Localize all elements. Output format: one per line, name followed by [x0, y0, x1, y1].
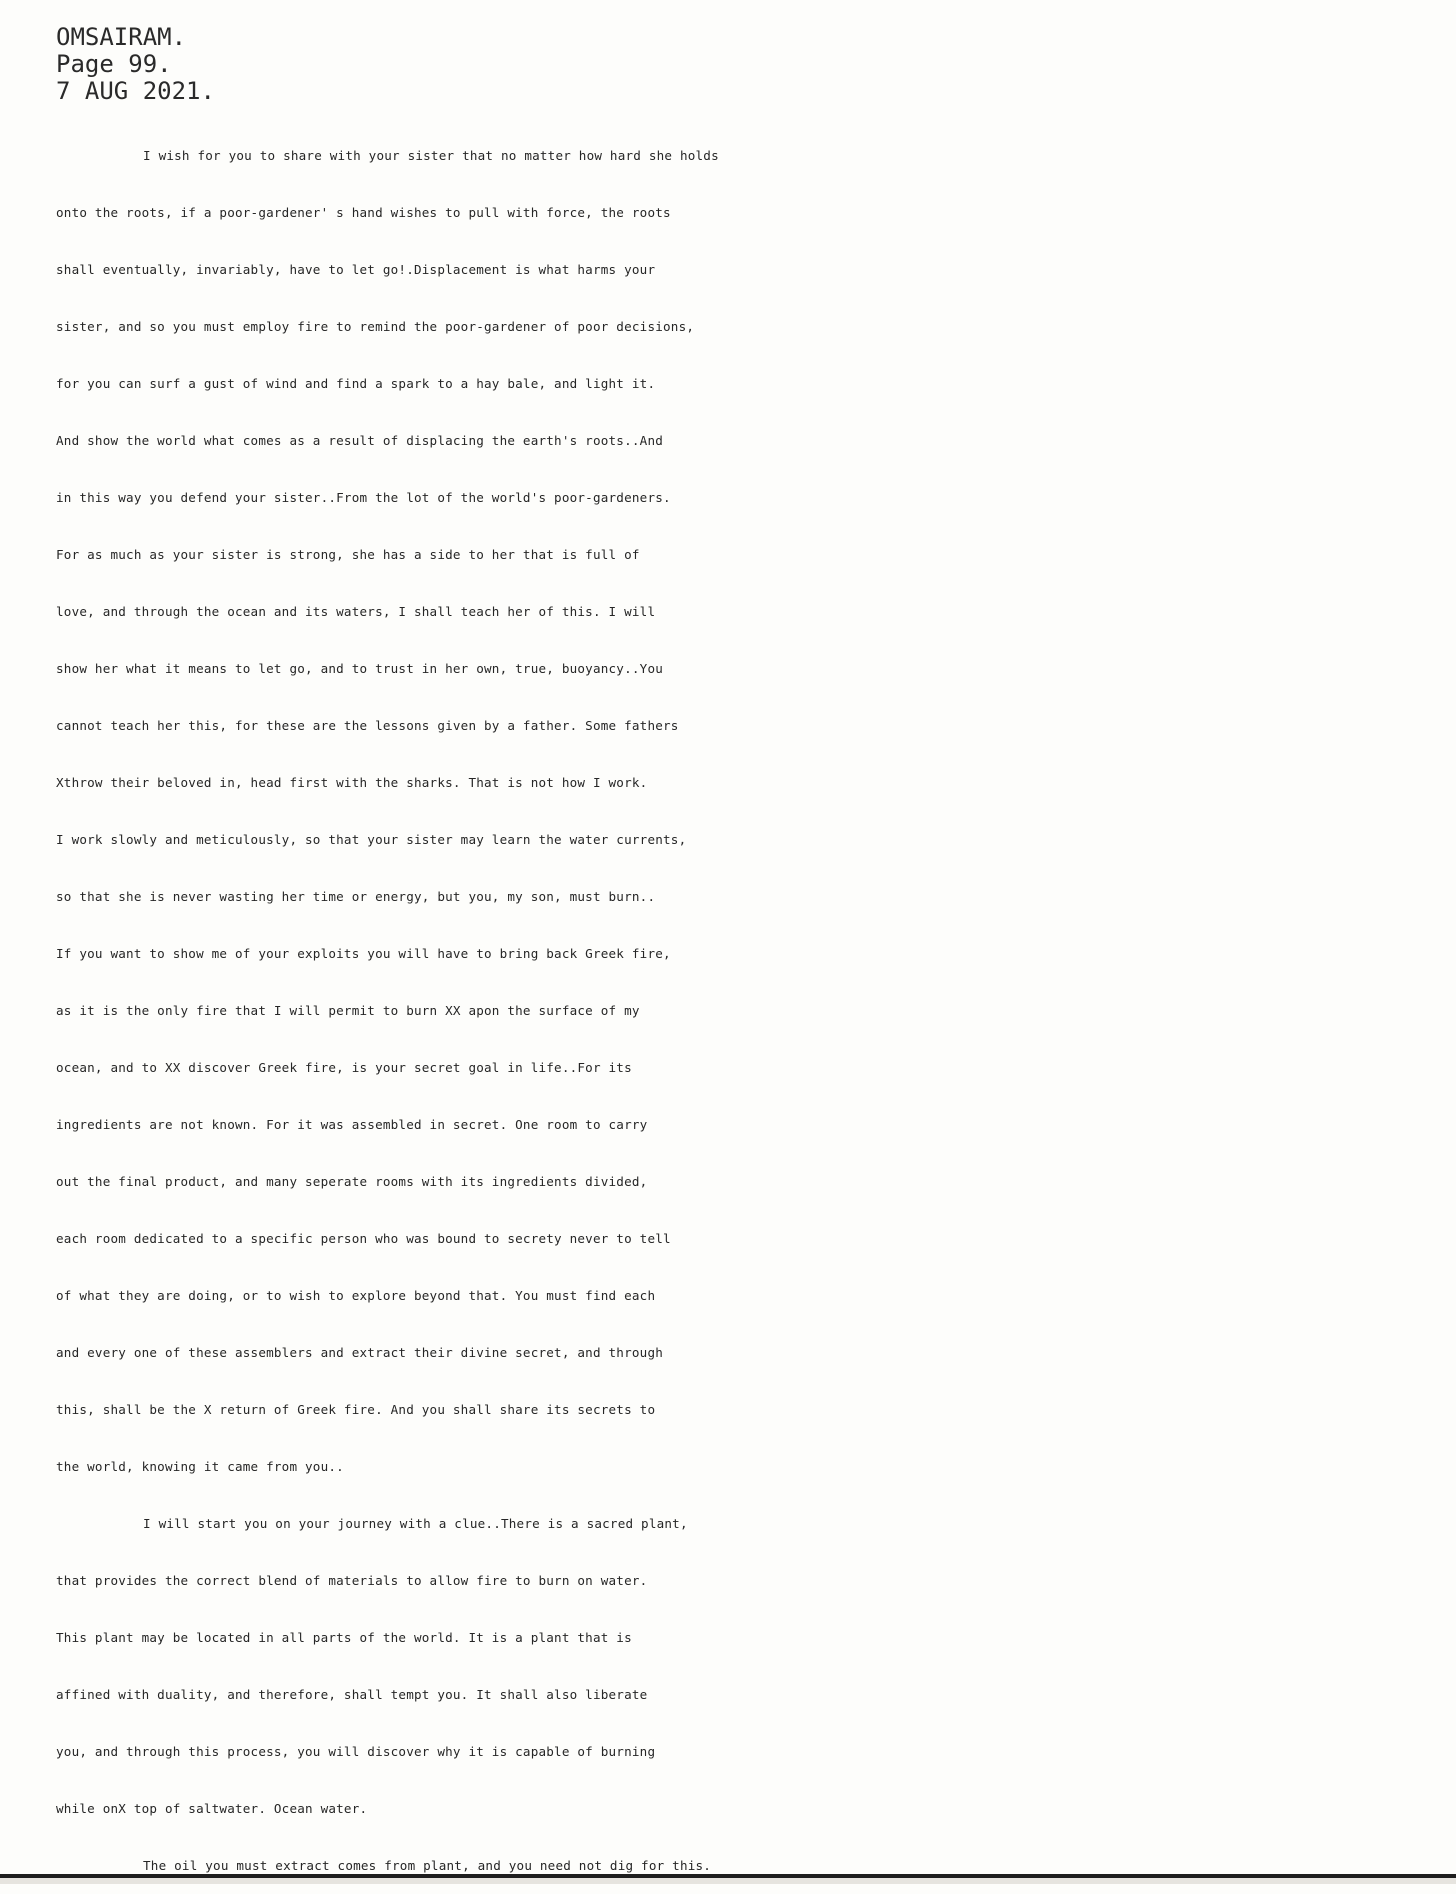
text-line: Xthrow their beloved in, head first with the sharks. That is not how I work. [56, 775, 648, 790]
text-line: This plant may be located in all parts of the world. It is a plant that is [56, 1630, 632, 1645]
text-line: in this way you defend your sister..From the lot of the world's poor-gardeners. [56, 490, 671, 505]
text-line: that provides the correct blend of materials to allow fire to burn on water. [56, 1573, 648, 1588]
letter-body [56, 127, 1446, 1894]
text-line: you, and through this process, you will discover why it is capable of burning [56, 1744, 656, 1759]
page-bottom-edge [0, 1874, 1456, 1878]
text-line: show her what it means to let go, and to trust in her own, true, buoyancy..You [56, 661, 664, 676]
text-line: for you can surf a gust of wind and find a spark to a hay bale, and light it. [56, 376, 656, 391]
text-line: The oil you must extract comes from plant, and you need not dig for this. [143, 1858, 712, 1873]
text-line: the world, knowing it came from you.. [56, 1459, 344, 1474]
text-line: I work slowly and meticulously, so that your sister may learn the water currents, [56, 832, 687, 847]
text-line: while onX top of saltwater. Ocean water. [56, 1801, 368, 1816]
text-line: and every one of these assemblers and extract their divine secret, and through [56, 1345, 664, 1360]
page-number: Page 99. [56, 50, 172, 78]
text-line: For as much as your sister is strong, she has a side to her that is full of [56, 547, 640, 562]
page-header [56, 24, 215, 105]
text-line: I will start you on your journey with a clue..There is a sacred plant, [143, 1516, 688, 1531]
text-line: cannot teach her this, for these are the lessons given by a father. Some fathers [56, 718, 679, 733]
text-line: as it is the only fire that I will permit to burn XX apon the surface of my [56, 1003, 640, 1018]
text-line: this, shall be the X return of Greek fire. And you shall share its secrets to [56, 1402, 656, 1417]
text-line: onto the roots, if a poor-gardener' s hand wishes to pull with force, the roots [56, 205, 671, 220]
text-line: ocean, and to XX discover Greek fire, is your secret goal in life..For its [56, 1060, 632, 1075]
page-date: 7 AUG 2021. [56, 77, 215, 105]
header-title: OMSAIRAM. [56, 23, 187, 51]
text-line: And show the world what comes as a result of displacing the earth's roots..And [56, 433, 664, 448]
page-bottom-shadow [0, 1878, 1456, 1884]
text-line: of what they are doing, or to wish to explore beyond that. You must find each [56, 1288, 656, 1303]
text-line: affined with duality, and therefore, shall tempt you. It shall also liberate [56, 1687, 648, 1702]
text-line: shall eventually, invariably, have to let go!.Displacement is what harms your [56, 262, 656, 277]
text-line: each room dedicated to a specific person who was bound to secrety never to tell [56, 1231, 671, 1246]
text-line: I wish for you to share with your sister that no matter how hard she holds [143, 148, 719, 163]
text-line: sister, and so you must employ fire to remind the poor-gardener of poor decisions, [56, 319, 695, 334]
text-line: love, and through the ocean and its waters, I shall teach her of this. I will [56, 604, 656, 619]
text-line: ingredients are not known. For it was assembled in secret. One room to carry [56, 1117, 648, 1132]
text-line: so that she is never wasting her time or energy, but you, my son, must burn.. [56, 889, 656, 904]
text-line: If you want to show me of your exploits you will have to bring back Greek fire, [56, 946, 671, 961]
text-line: out the final product, and many seperate rooms with its ingredients divided, [56, 1174, 648, 1189]
